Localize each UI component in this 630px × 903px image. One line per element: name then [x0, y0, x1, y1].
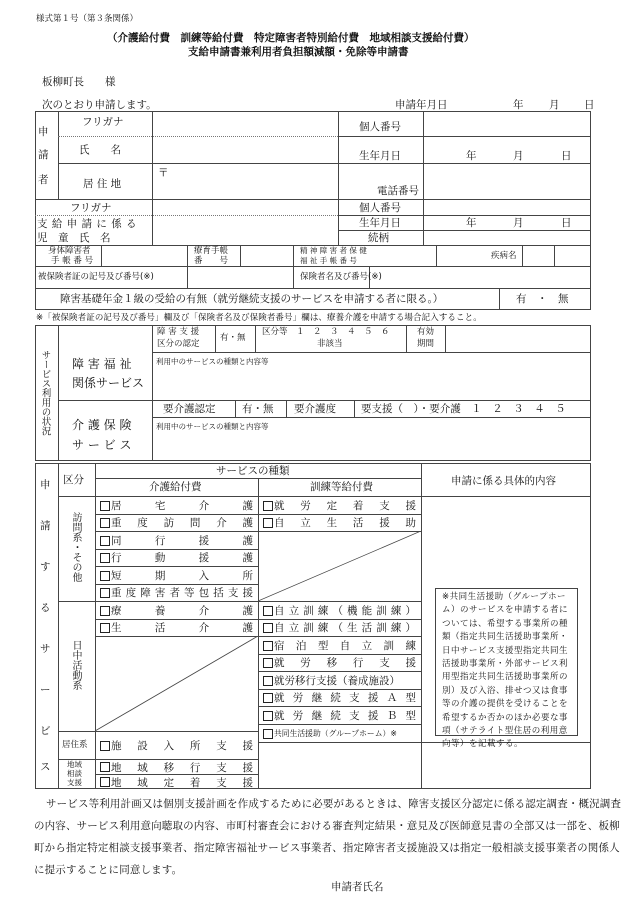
item-char: 就	[274, 692, 285, 704]
training-service-item[interactable]	[263, 514, 416, 531]
applicant-furigana-label: フリガナ	[82, 116, 124, 128]
item-char: 援	[379, 517, 390, 529]
item-char: 練	[390, 622, 402, 634]
services-section-label-8: ス	[40, 761, 51, 773]
rehab-handbook-field[interactable]	[241, 246, 293, 266]
applicant-individual-number-label: 個人番号	[359, 121, 401, 133]
item-char: 活	[352, 517, 364, 529]
item-char: 同	[111, 535, 122, 547]
item-char: 継	[311, 710, 323, 722]
checkbox-icon[interactable]	[100, 588, 110, 598]
item-char: 訓	[376, 622, 387, 634]
training-service-item-label	[274, 620, 416, 635]
checkbox-icon[interactable]	[263, 641, 273, 651]
checkbox-icon[interactable]	[263, 676, 273, 686]
care-service-item-label	[111, 620, 253, 635]
item-char: 支	[349, 710, 360, 722]
item-char: 訓	[303, 622, 314, 634]
application-date-label: 申請年月日	[395, 99, 448, 111]
item-char: 等	[184, 587, 195, 599]
item-char: 害	[154, 587, 166, 599]
item-char: 泊	[295, 640, 307, 652]
care-service-item[interactable]	[100, 497, 253, 514]
child-birth-day: 日	[561, 217, 572, 229]
child-birth-year: 年	[466, 217, 477, 229]
child-furigana-field[interactable]	[153, 200, 338, 215]
item-char: 支	[227, 587, 239, 599]
item-char: Ａ	[386, 692, 398, 704]
item-char: 期	[154, 570, 166, 582]
disease-name-label: 疾病名	[491, 251, 517, 261]
training-benefit-header: 訓練等給付費	[310, 481, 373, 493]
care-service-item-label	[111, 738, 253, 753]
item-char: 訓	[303, 605, 314, 617]
item-char: 援	[242, 587, 253, 599]
training-service-item-label	[274, 708, 416, 723]
checkbox-icon[interactable]	[100, 777, 110, 787]
item-char: 能	[361, 605, 373, 617]
support-cert-label-1: 障 害 支 援	[157, 327, 200, 337]
training-service-item-label	[274, 673, 416, 688]
checkbox-icon[interactable]	[100, 553, 110, 563]
applicant-address-field[interactable]	[172, 164, 372, 199]
checkbox-icon[interactable]	[100, 536, 110, 546]
checkbox-icon[interactable]	[100, 741, 110, 751]
item-char: 地	[111, 776, 122, 789]
item-char: 援	[367, 692, 379, 704]
item-char: 護	[242, 500, 253, 512]
form-number: 様式第１号（第３条関係）	[36, 14, 139, 24]
validity-label-2: 期間	[417, 339, 435, 349]
item-char: 着	[189, 776, 201, 789]
applicant-phone-label: 電話番号	[377, 185, 419, 197]
item-char: ）	[405, 622, 416, 634]
item-char: ）	[405, 605, 416, 617]
item-char: 支	[379, 657, 390, 669]
item-char: 者	[169, 587, 180, 599]
group-residential-label: 居住系	[62, 740, 88, 750]
item-char: 練	[405, 640, 416, 652]
services-section-label-3: す	[40, 561, 51, 573]
item-char: 援	[242, 776, 253, 789]
checkbox-icon[interactable]	[263, 518, 273, 528]
child-relationship-label: 続柄	[368, 232, 389, 244]
care-service-item-label	[111, 775, 253, 790]
child-individual-number-field[interactable]	[424, 200, 590, 215]
item-char: 労	[300, 657, 311, 669]
applicant-label-2: 請	[38, 149, 49, 161]
care-insurance-label-2: サ ー ビ ス	[72, 438, 132, 452]
details-header: 申請に係る具体的内容	[451, 475, 556, 487]
item-char: 包	[198, 587, 210, 599]
support-cert-yes-no[interactable]: 有・無	[220, 333, 246, 343]
item-char: 支	[379, 500, 390, 512]
item-char: 援	[405, 500, 416, 512]
child-name-field[interactable]	[153, 216, 338, 245]
item-char: 援	[242, 761, 253, 774]
group-home-note: ※共同生活援助（グループホーム）のサービスを申請する者については、希望する事業所の種類（指定共同生活援助事業所・日中サービス支援型指定共同生活援助事業所・外部サービス利用型指定共同生活援助事業所の別）及び入浴、排せつ又は食事等の介護の提供を受けることを希望するか否かのほか必要な事項（サテライト型住居の利用意向等）を記載する。	[442, 592, 569, 750]
item-char: 介	[198, 622, 210, 634]
item-char: 所	[242, 570, 253, 582]
group-visit-label: 訪問系・その他	[70, 512, 81, 582]
item-char: 護	[242, 535, 253, 547]
item-char: 定	[163, 776, 175, 789]
training-service-item-label	[274, 498, 416, 513]
item-char: 動	[154, 552, 166, 564]
checkbox-icon[interactable]	[263, 658, 273, 668]
signature-label: 申請者氏名	[331, 881, 384, 893]
application-day-label[interactable]: 日	[584, 99, 595, 111]
application-year-label[interactable]: 年	[513, 99, 524, 111]
service-types-header: サービスの種類	[216, 465, 290, 477]
care-service-item[interactable]	[100, 775, 253, 789]
group-community-label-3: 支援	[67, 778, 82, 787]
physical-handbook-field[interactable]	[102, 246, 187, 266]
care-cert-yes-no[interactable]: 有・無	[242, 403, 274, 415]
services-section-label-2: 請	[40, 520, 51, 532]
training-service-item[interactable]	[263, 725, 416, 742]
item-char: 居	[111, 500, 122, 512]
care-service-item[interactable]	[100, 760, 253, 774]
checkbox-icon[interactable]	[100, 623, 110, 633]
child-label-line2: 児 童 氏 名	[37, 232, 111, 244]
training-service-item-label	[274, 603, 416, 618]
item-char: 度	[125, 587, 137, 599]
group-community-label-2: 相談	[67, 769, 82, 778]
item-char: 域	[137, 761, 148, 774]
diagonal-strike-training	[258, 531, 421, 601]
insured-card-label: 被保険者証の記号及び番号(※)	[38, 272, 154, 282]
item-char: 行	[111, 552, 122, 564]
child-individual-number-label: 個人番号	[359, 202, 401, 214]
services-section-label-7: ビ	[40, 725, 51, 737]
applicant-label-3: 者	[38, 174, 49, 186]
disease-name-field[interactable]	[555, 246, 590, 266]
item-char: 援	[198, 535, 210, 547]
child-birth-month: 月	[513, 217, 524, 229]
care-service-item-label	[111, 533, 253, 548]
item-char: 着	[352, 500, 364, 512]
postal-mark: 〒	[158, 167, 169, 179]
care-service-item[interactable]	[100, 619, 253, 636]
checkbox-icon[interactable]	[263, 501, 273, 511]
item-char: 支	[216, 761, 227, 774]
item-char: 就労移行支援（養成施設）	[274, 675, 400, 687]
insured-card-field[interactable]	[188, 267, 293, 288]
physical-handbook-label-2: 手 帳 番 号	[51, 256, 94, 266]
care-service-item[interactable]	[100, 514, 253, 531]
rehab-handbook-label-1: 療育手帳	[194, 246, 229, 256]
care-level-label: 要介護度	[294, 403, 336, 415]
checkbox-icon[interactable]	[263, 729, 273, 739]
insurer-label: 保険者名及び番号(※)	[300, 272, 382, 282]
care-in-use-field[interactable]	[153, 433, 590, 460]
training-service-item[interactable]	[263, 602, 416, 619]
item-char: 支	[216, 740, 227, 752]
group-community-label-1: 地域	[67, 760, 82, 769]
item-char: 活	[154, 622, 166, 634]
item-char: 練	[390, 605, 402, 617]
item-char: 続	[330, 710, 341, 722]
item-char: 域	[137, 776, 148, 789]
mental-handbook-label-1: 精 神 障 害 者 保 健	[300, 246, 367, 255]
care-service-item-label	[111, 603, 253, 618]
care-service-item-label	[111, 585, 253, 600]
benefit-types: （介護給付費 訓練等給付費 特定障害者特別給付費 地域相談支援給付費）	[107, 32, 475, 44]
item-char: 就	[274, 710, 285, 722]
child-birth-date-label: 生年月日	[359, 217, 401, 229]
item-char: 度	[137, 517, 148, 529]
support-category-not-applicable[interactable]: 非該当	[317, 339, 343, 349]
care-service-item[interactable]	[100, 567, 253, 584]
care-service-item-label	[111, 550, 253, 565]
care-service-item-label	[111, 498, 253, 513]
child-furigana-label: フリガナ	[70, 202, 112, 214]
category-header: 区分	[63, 474, 84, 486]
care-service-item[interactable]	[100, 732, 253, 759]
item-char: 生	[347, 622, 358, 634]
care-service-item-label	[111, 515, 253, 530]
item-char: 労	[292, 692, 304, 704]
item-char: 就	[274, 657, 285, 669]
item-char: 括	[213, 587, 224, 599]
item-char: 助	[405, 517, 416, 529]
care-cert-label: 要介護認定	[163, 403, 216, 415]
training-service-item[interactable]	[263, 637, 416, 654]
item-char: 活	[361, 622, 373, 634]
item-char: 養	[154, 605, 166, 617]
training-service-item[interactable]	[263, 689, 416, 706]
item-char: 訪	[163, 517, 175, 529]
training-service-item[interactable]	[263, 672, 416, 689]
care-level-options[interactable]: 要支援（ ）・要介護 １ ２ ３ ４ ５	[361, 403, 566, 415]
applicant-birth-date-label: 生年月日	[359, 150, 401, 162]
item-char: 護	[242, 552, 253, 564]
item-char: 行	[352, 657, 364, 669]
welfare-in-use-label: 利用中のサービスの種類と内容等	[156, 357, 269, 366]
welfare-services-label-1: 障 害 福 祉	[72, 357, 132, 371]
item-char: 介	[216, 517, 227, 529]
item-char: 入	[163, 740, 175, 752]
item-char: 援	[367, 710, 379, 722]
item-char: 重	[111, 587, 122, 599]
training-service-item[interactable]	[263, 619, 416, 636]
training-service-item-label	[274, 638, 416, 653]
item-char: 援	[242, 740, 253, 752]
checkbox-icon[interactable]	[100, 571, 110, 581]
item-char: 練	[317, 622, 329, 634]
care-service-item-label	[111, 760, 253, 775]
checkbox-icon[interactable]	[263, 623, 273, 633]
item-char: 機	[347, 605, 358, 617]
child-relationship-field[interactable]	[424, 231, 590, 245]
welfare-services-label-2: 関係サービス	[72, 376, 145, 390]
item-char: 立	[300, 517, 311, 529]
consent-text: サービス等利用計画又は個別支援計画を作成するために必要があるときは、障害支援区分認定に係る認定調査・概況調査の内容、サービス利用意向聴取の内容、市町村審査会における審査判定結果・意見及び医師意見書の全部又は一部を、板柳町から指定特定相談支援事業者、指定障害福祉サービス事業者、指定障害者支援施設又は指定一般相談支援事業者の関係人に提示することに同意します。	[34, 798, 622, 876]
item-char: 立	[288, 605, 300, 617]
item-char: 自	[274, 605, 285, 617]
item-char: 型	[405, 710, 416, 722]
item-char: 自	[274, 622, 285, 634]
page-title: 支給申請書兼利用者負担額減額・免除等申請書	[188, 46, 409, 58]
item-char: （	[332, 622, 343, 634]
applicant-birth-month: 月	[513, 150, 524, 162]
services-section-label-4: る	[40, 602, 51, 614]
item-char: 行	[189, 761, 201, 774]
item-char: 生	[326, 517, 338, 529]
checkbox-icon[interactable]	[263, 693, 273, 703]
care-service-item[interactable]	[100, 549, 253, 566]
item-char: 労	[300, 500, 311, 512]
item-char: 就	[274, 500, 285, 512]
care-service-item-label	[111, 568, 253, 583]
pension-answer[interactable]: 有 ・ 無	[516, 293, 569, 305]
item-char: 共同生活援助（グループホーム）※	[274, 729, 397, 738]
item-char: 施	[111, 740, 122, 752]
item-char: 生	[111, 622, 122, 634]
item-char: 問	[189, 517, 201, 529]
physical-handbook-label-1: 身体障害者	[48, 246, 91, 256]
training-service-item-label	[274, 728, 416, 739]
validity-label-1: 有効	[417, 327, 435, 337]
item-char: 練	[317, 605, 329, 617]
intro-text: 次のとおり申請します。	[42, 99, 157, 111]
checkbox-icon[interactable]	[100, 762, 110, 772]
item-char: 介	[198, 605, 210, 617]
item-char: 立	[288, 622, 300, 634]
care-insurance-label-1: 介 護 保 険	[72, 418, 132, 432]
applicant-furigana-field[interactable]	[153, 112, 338, 135]
applicant-address-label: 居 住 地	[83, 178, 122, 190]
child-label-line1: 支 給 申 請 に 係 る	[37, 218, 138, 230]
training-service-item[interactable]	[263, 707, 416, 724]
services-section-label-1: 申	[40, 479, 51, 491]
item-char: 訓	[376, 605, 387, 617]
diagonal-strike-care	[95, 636, 258, 731]
item-char: Ｂ	[386, 710, 398, 722]
training-service-item[interactable]	[263, 497, 416, 514]
mental-handbook-label-2: 福 祉 手 帳 番 号	[300, 256, 357, 265]
item-char: 護	[242, 517, 253, 529]
care-service-item[interactable]	[100, 532, 253, 549]
item-char: 設	[137, 740, 148, 752]
support-cert-label-2: 区分の認定	[157, 339, 200, 349]
training-service-item[interactable]	[263, 654, 416, 671]
item-char: 宿	[274, 640, 285, 652]
item-char: 短	[111, 570, 122, 582]
item-char: 護	[242, 622, 253, 634]
checkbox-icon[interactable]	[100, 606, 110, 616]
support-category-options[interactable]: 区分等 １ ２ ３ ４ ５ ６	[262, 327, 390, 337]
applicant-name-label: 氏 名	[79, 144, 121, 156]
item-char: 立	[361, 640, 373, 652]
applicant-individual-number-field[interactable]	[424, 112, 590, 135]
item-char: 宅	[154, 500, 166, 512]
services-section-label-6: ー	[40, 684, 51, 696]
checkbox-icon[interactable]	[100, 501, 110, 511]
item-char: 訓	[383, 640, 395, 652]
item-char: 移	[163, 761, 175, 774]
checkbox-icon[interactable]	[263, 711, 273, 721]
validity-period-field[interactable]	[446, 326, 590, 352]
item-char: 援	[405, 657, 416, 669]
item-char: 継	[311, 692, 323, 704]
item-char: 入	[198, 570, 210, 582]
item-char: 護	[242, 605, 253, 617]
applicant-label-1: 申	[38, 126, 49, 138]
item-char: 行	[154, 535, 166, 547]
checkbox-icon[interactable]	[263, 606, 273, 616]
applicant-birth-year: 年	[466, 150, 477, 162]
item-char: 介	[198, 500, 210, 512]
applicant-birth-day: 日	[561, 150, 572, 162]
item-char: 所	[189, 740, 201, 752]
item-char: 定	[326, 500, 338, 512]
applicant-name-field[interactable]	[153, 137, 338, 163]
application-month-label[interactable]: 月	[549, 99, 560, 111]
rehab-handbook-label-2: 番 号	[194, 256, 229, 266]
item-char: 障	[140, 587, 151, 599]
item-char: 型	[405, 692, 416, 704]
insurer-field[interactable]	[370, 267, 590, 288]
item-char: 援	[198, 552, 210, 564]
item-char: 療	[111, 605, 122, 617]
service-usage-section-label: サービス利用の状況	[39, 350, 51, 436]
item-char: 続	[330, 692, 341, 704]
signature-field[interactable]	[385, 878, 590, 898]
care-benefit-header: 介護給付費	[149, 481, 202, 493]
checkbox-icon[interactable]	[100, 518, 110, 528]
services-section-label-5: サ	[40, 643, 51, 655]
care-in-use-label: 利用中のサービスの種類と内容等	[156, 422, 269, 431]
item-char: 支	[349, 692, 360, 704]
welfare-in-use-field[interactable]	[153, 368, 590, 399]
pension-question: 障害基礎年金１級の受給の有無（就労継続支援のサービスを申請する者に限る。）	[60, 293, 444, 305]
item-char: （	[332, 605, 343, 617]
item-char: 重	[111, 517, 122, 529]
item-char: 地	[111, 761, 122, 774]
training-service-item-label	[274, 690, 416, 705]
item-char: 型	[317, 640, 329, 652]
training-service-item-label	[274, 655, 416, 670]
care-service-item[interactable]	[100, 602, 253, 619]
care-service-item[interactable]	[100, 584, 253, 601]
item-char: 移	[326, 657, 338, 669]
item-char: 自	[274, 517, 285, 529]
item-char: 自	[339, 640, 351, 652]
training-service-item-label	[274, 515, 416, 530]
group-daytime-label: 日中活動系	[70, 640, 81, 690]
insurance-note: ※「被保険者証の記号及び番号」欄及び「保険者名及び保険者番号」欄は、療養介護を申請する場合記入すること。	[36, 313, 482, 323]
item-char: 労	[292, 710, 304, 722]
item-char: 支	[216, 776, 227, 789]
addressee: 板柳町長 様	[42, 76, 116, 88]
mental-handbook-field[interactable]	[437, 246, 490, 266]
